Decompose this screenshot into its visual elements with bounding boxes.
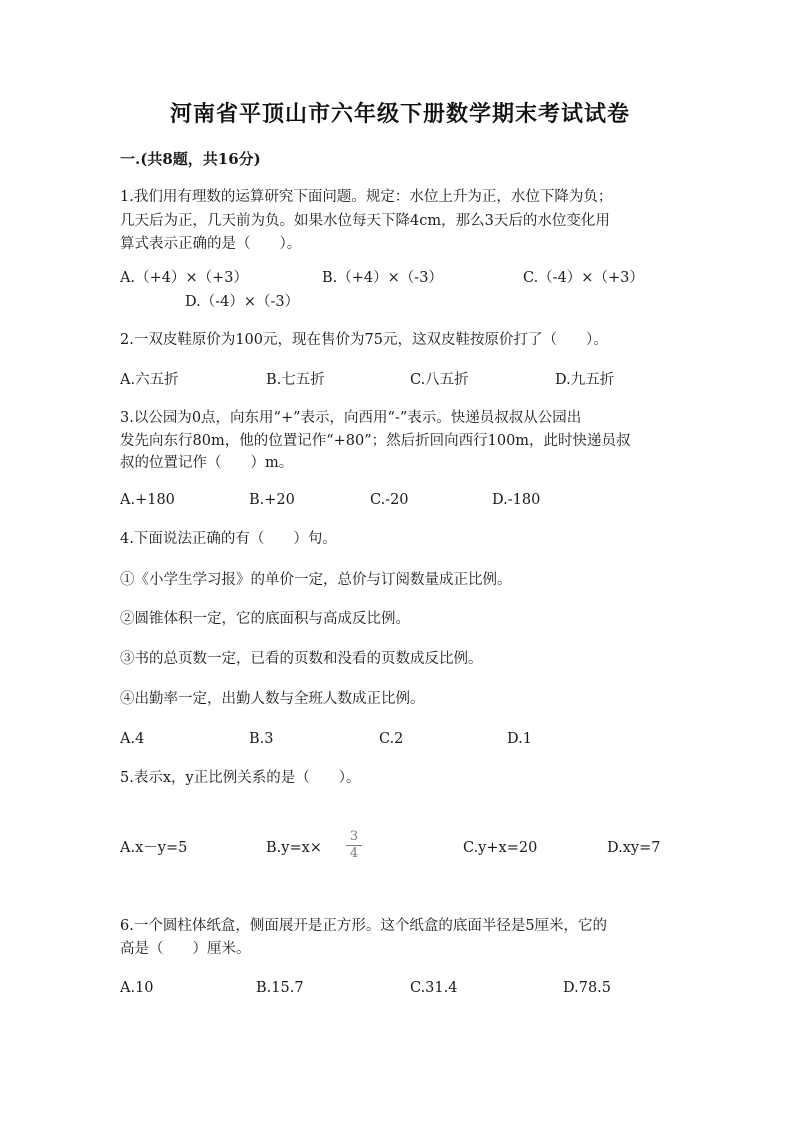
question-4-statement-1: ①《小学生学习报》的单价一定，总价与订阅数量成正比例。 (120, 572, 512, 588)
question-6-option-a: A.10 (120, 980, 154, 996)
question-5-option-a: A.x－y=5 (120, 840, 188, 856)
question-3-line-3: 叔的位置记作（ ）m。 (120, 455, 294, 471)
question-2-option-d: D.九五折 (555, 372, 615, 388)
question-3-line-1: 3.以公园为0点，向东用“+”表示，向西用“-”表示。快递员叔叔从公园出 (120, 410, 582, 426)
question-1-line-1: 1.我们用有理数的运算研究下面问题。规定：水位上升为正，水位下降为负； (120, 189, 613, 205)
question-6-option-b: B.15.7 (256, 980, 304, 996)
question-6-option-c: C.31.4 (410, 980, 458, 996)
section-heading: 一.(共8题，共16分) (120, 150, 261, 168)
question-4-option-b: B.3 (249, 731, 274, 747)
question-5-option-b: B.y=x× (266, 840, 322, 856)
fraction-denominator: 4 (349, 846, 359, 861)
page-title: 河南省平顶山市六年级下册数学期末考试试卷 (169, 101, 630, 127)
question-6-line-2: 高是（ ）厘米。 (120, 941, 251, 957)
question-3-option-b: B.+20 (249, 492, 295, 508)
question-3-option-c: C.-20 (370, 492, 409, 508)
question-2-line-1: 2.一双皮鞋原价为100元，现在售价为75元，这双皮鞋按原价打了（ ）。 (120, 332, 608, 348)
question-4-statement-2: ②圆锥体积一定，它的底面积与高成反比例。 (120, 611, 410, 627)
question-4-line-1: 4.下面说法正确的有（ ）句。 (120, 531, 337, 547)
question-5-option-d: D.xy=7 (607, 840, 661, 856)
question-3-line-2: 发先向东行80m，他的位置记作“+80”；然后折回向西行100m，此时快递员叔 (120, 433, 631, 449)
fraction-three-quarters (346, 830, 362, 861)
question-1-line-2: 几天后为正，几天前为负。如果水位每天下降4cm，那么3天后的水位变化用 (120, 213, 610, 229)
question-4-statement-4: ④出勤率一定，出勤人数与全班人数成正比例。 (120, 691, 425, 707)
question-1-option-a: A.（+4）×（+3） (120, 270, 248, 286)
question-1-line-3: 算式表示正确的是（ ）。 (120, 236, 302, 252)
question-3-option-a: A.+180 (120, 492, 175, 508)
question-6-option-d: D.78.5 (563, 980, 612, 996)
question-3-option-d: D.-180 (492, 492, 541, 508)
fraction-numerator: 3 (349, 829, 359, 844)
question-2-option-a: A.六五折 (120, 372, 179, 388)
question-4-option-d: D.1 (507, 731, 532, 747)
question-2-option-c: C.八五折 (410, 372, 469, 388)
question-5-line-1: 5.表示x，y正比例关系的是（ ）。 (120, 770, 361, 786)
question-1-option-c: C.（-4）×（+3） (523, 270, 644, 286)
question-4-option-a: A.4 (120, 731, 145, 747)
question-1-option-d: D.（-4）×（-3） (185, 294, 300, 310)
question-5-option-c: C.y+x=20 (463, 840, 538, 856)
question-6-line-1: 6.一个圆柱体纸盒，侧面展开是正方形。这个纸盒的底面半径是5厘米，它的 (120, 918, 608, 934)
question-4-statement-3: ③书的总页数一定，已看的页数和没看的页数成反比例。 (120, 651, 483, 667)
question-1-option-b: B.（+4）×（-3） (322, 270, 443, 286)
question-2-option-b: B.七五折 (266, 372, 325, 388)
question-4-option-c: C.2 (379, 731, 404, 747)
